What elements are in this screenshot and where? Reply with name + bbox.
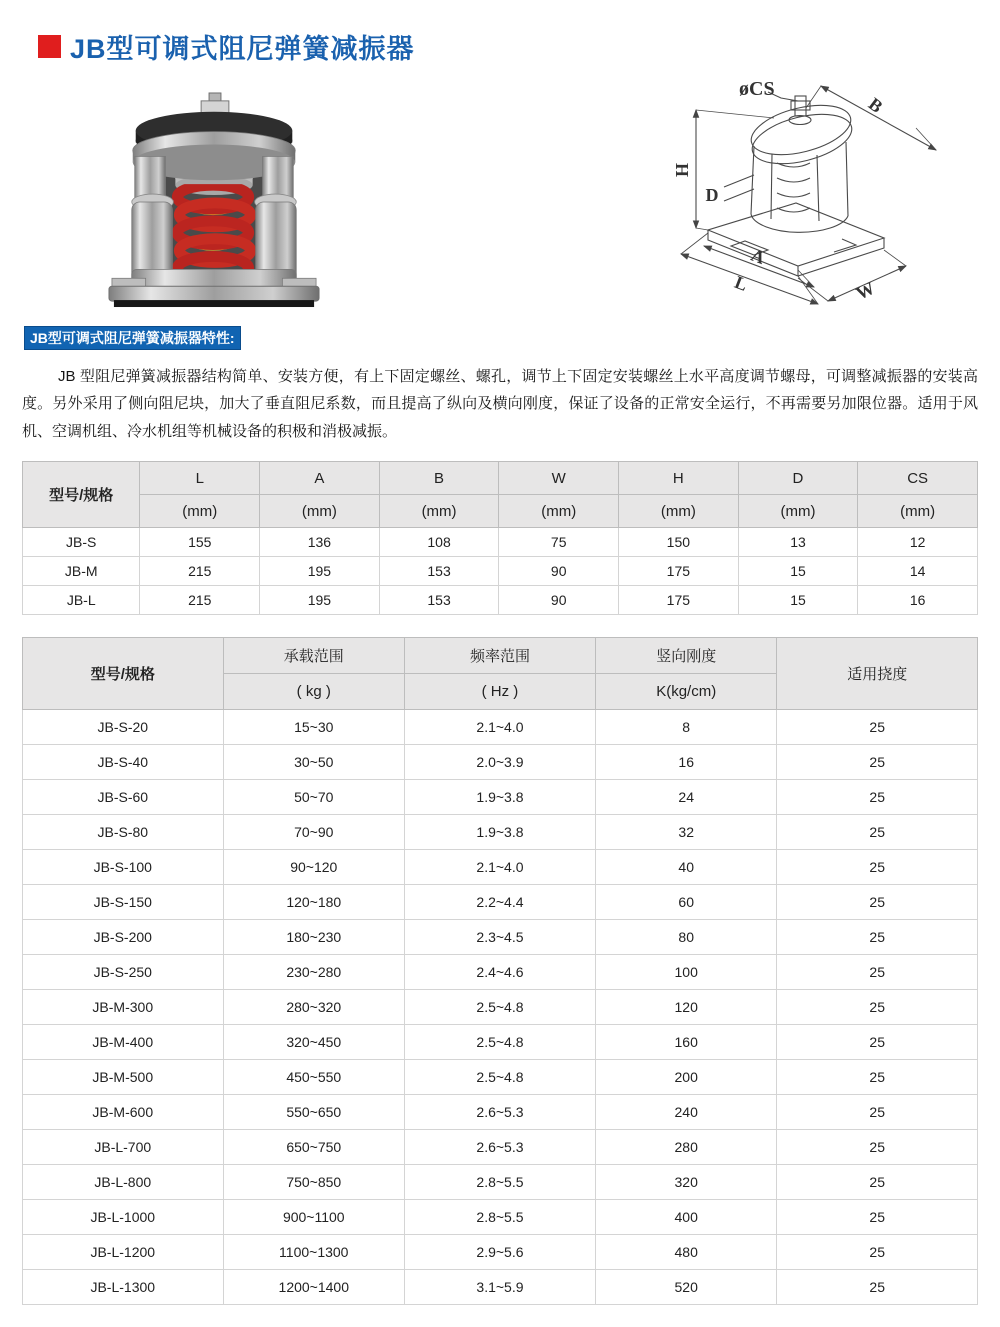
dimension-diagram (646, 68, 981, 316)
d-dimension-line (724, 175, 754, 201)
h-value: 175 (619, 557, 739, 586)
table-row (23, 1130, 978, 1165)
model-cell: JB-L-1300 (23, 1270, 224, 1305)
model-cell: JB-M-500 (23, 1060, 224, 1095)
cs-value: 14 (858, 557, 978, 586)
load-range-value: 15~30 (223, 710, 404, 745)
b-value: 153 (379, 557, 499, 586)
column-header-model: 型号/规格 (23, 638, 224, 710)
model-cell: JB-L-700 (23, 1130, 224, 1165)
table-row (23, 920, 978, 955)
images-band (0, 74, 1000, 316)
stiffness-value: 240 (595, 1095, 776, 1130)
w-value: 75 (499, 528, 619, 557)
model-cell: JB-M-300 (23, 990, 224, 1025)
load-range-value: 180~230 (223, 920, 404, 955)
column-header-A: A (260, 462, 380, 495)
w-value: 90 (499, 586, 619, 615)
diagram-base (708, 203, 884, 276)
load-range-value: 120~180 (223, 885, 404, 920)
column-header-L: L (140, 462, 260, 495)
model-cell: JB-M (23, 557, 140, 586)
l-value: 155 (140, 528, 260, 557)
product-photo (106, 90, 324, 310)
d-value: 15 (738, 586, 858, 615)
stiffness-value: 40 (595, 850, 776, 885)
deflection-value: 25 (777, 850, 978, 885)
model-cell: JB-S-40 (23, 745, 224, 780)
b-value: 108 (379, 528, 499, 557)
h-dimension-label: H (672, 162, 692, 178)
b-dimension-label: B (864, 93, 887, 117)
page-title: JB型可调式阻尼弹簧减振器 (70, 34, 415, 64)
frequency-range-value: 2.2~4.4 (404, 885, 595, 920)
table-row (23, 557, 978, 586)
unit-header-stiffness: K(kg/cm) (595, 674, 776, 710)
a-value: 195 (260, 557, 380, 586)
load-range-value: 550~650 (223, 1095, 404, 1130)
stiffness-value: 280 (595, 1130, 776, 1165)
frequency-range-value: 2.3~4.5 (404, 920, 595, 955)
load-range-value: 90~120 (223, 850, 404, 885)
diagram-bolt (795, 96, 806, 116)
frequency-range-value: 2.1~4.0 (404, 850, 595, 885)
w-dimension-label: W (852, 277, 878, 304)
table-row (23, 885, 978, 920)
d-value: 13 (738, 528, 858, 557)
deflection-value: 25 (777, 815, 978, 850)
model-cell: JB-S-200 (23, 920, 224, 955)
column-header-deflection: 适用挠度 (777, 638, 978, 710)
dimension-table-header (23, 462, 978, 528)
unit-header: (mm) (858, 495, 978, 528)
stiffness-value: 80 (595, 920, 776, 955)
table-row (23, 850, 978, 885)
stiffness-value: 320 (595, 1165, 776, 1200)
model-cell: JB-S-250 (23, 955, 224, 990)
stiffness-value: 160 (595, 1025, 776, 1060)
frequency-range-value: 2.6~5.3 (404, 1130, 595, 1165)
l-dimension-label: L (731, 271, 751, 295)
frequency-range-value: 2.8~5.5 (404, 1200, 595, 1235)
model-cell: JB-S-100 (23, 850, 224, 885)
column-header-vertical-stiffness: 竖向刚度 (595, 638, 776, 674)
load-range-value: 30~50 (223, 745, 404, 780)
spec-table (22, 637, 978, 1305)
table-row (23, 1165, 978, 1200)
stiffness-value: 16 (595, 745, 776, 780)
column-header-model: 型号/规格 (23, 462, 140, 528)
stiffness-value: 520 (595, 1270, 776, 1305)
table-row (23, 780, 978, 815)
unit-header: (mm) (738, 495, 858, 528)
feature-paragraph: JB 型阻尼弹簧减振器结构简单、安装方便，有上下固定螺丝、螺孔，调节上下固定安装螺丝上水平高度调节螺母，可调整减振器的安装高度。另外采用了侧向阻尼块，加大了垂直阻尼系数，而且提高了纵向及横向刚度，保证了设备的正常安全运行，不再需要另加限位器。适用于风机、空调机组、冷水机组等机械设备的积极和消极减振。 (22, 368, 978, 440)
dimension-table (22, 461, 978, 615)
frequency-range-value: 2.4~4.6 (404, 955, 595, 990)
stiffness-value: 200 (595, 1060, 776, 1095)
table-row (23, 1270, 978, 1305)
deflection-value: 25 (777, 1095, 978, 1130)
frequency-range-value: 1.9~3.8 (404, 815, 595, 850)
model-cell: JB-M-400 (23, 1025, 224, 1060)
page-header (0, 0, 1000, 66)
load-range-value: 1100~1300 (223, 1235, 404, 1270)
unit-header: (mm) (619, 495, 739, 528)
stiffness-value: 60 (595, 885, 776, 920)
w-value: 90 (499, 557, 619, 586)
diagram-top-plate (746, 96, 857, 172)
stiffness-value: 100 (595, 955, 776, 990)
frequency-range-value: 2.9~5.6 (404, 1235, 595, 1270)
table-row (23, 815, 978, 850)
load-range-value: 50~70 (223, 780, 404, 815)
l-value: 215 (140, 586, 260, 615)
load-range-value: 320~450 (223, 1025, 404, 1060)
deflection-value: 25 (777, 1165, 978, 1200)
frequency-range-value: 1.9~3.8 (404, 780, 595, 815)
table-row (23, 1200, 978, 1235)
deflection-value: 25 (777, 1025, 978, 1060)
load-range-value: 280~320 (223, 990, 404, 1025)
frequency-range-value: 2.5~4.8 (404, 1025, 595, 1060)
load-range-value: 900~1100 (223, 1200, 404, 1235)
table-row (23, 745, 978, 780)
unit-header-kg: ( kg ) (223, 674, 404, 710)
table-row (23, 1235, 978, 1270)
features-heading-badge: JB型可调式阻尼弹簧减振器特性: (24, 326, 241, 350)
table-row (23, 1060, 978, 1095)
stiffness-value: 400 (595, 1200, 776, 1235)
table-row (23, 528, 978, 557)
cs-value: 12 (858, 528, 978, 557)
model-cell: JB-S-150 (23, 885, 224, 920)
column-header-W: W (499, 462, 619, 495)
table-row (23, 1095, 978, 1130)
table-row (23, 710, 978, 745)
frequency-range-value: 2.1~4.0 (404, 710, 595, 745)
frequency-range-value: 2.5~4.8 (404, 990, 595, 1025)
frequency-range-value: 2.0~3.9 (404, 745, 595, 780)
deflection-value: 25 (777, 1200, 978, 1235)
deflection-value: 25 (777, 1270, 978, 1305)
column-header-frequency-range: 频率范围 (404, 638, 595, 674)
table-row (23, 586, 978, 615)
model-cell: JB-L (23, 586, 140, 615)
deflection-value: 25 (777, 955, 978, 990)
table-row (23, 990, 978, 1025)
a-value: 195 (260, 586, 380, 615)
model-cell: JB-S (23, 528, 140, 557)
stiffness-value: 32 (595, 815, 776, 850)
load-range-value: 70~90 (223, 815, 404, 850)
deflection-value: 25 (777, 990, 978, 1025)
stiffness-value: 480 (595, 1235, 776, 1270)
column-header-D: D (738, 462, 858, 495)
b-value: 153 (379, 586, 499, 615)
deflection-value: 25 (777, 1235, 978, 1270)
spec-table-header (23, 638, 978, 710)
load-range-value: 750~850 (223, 1165, 404, 1200)
unit-header: (mm) (499, 495, 619, 528)
a-value: 136 (260, 528, 380, 557)
l-value: 215 (140, 557, 260, 586)
h-value: 175 (619, 586, 739, 615)
deflection-value: 25 (777, 1060, 978, 1095)
red-square-icon (38, 35, 61, 58)
deflection-value: 25 (777, 780, 978, 815)
column-header-B: B (379, 462, 499, 495)
model-cell: JB-S-20 (23, 710, 224, 745)
table-row (23, 1025, 978, 1060)
stiffness-value: 8 (595, 710, 776, 745)
stiffness-value: 24 (595, 780, 776, 815)
model-cell: JB-S-80 (23, 815, 224, 850)
deflection-value: 25 (777, 710, 978, 745)
h-value: 150 (619, 528, 739, 557)
frequency-range-value: 2.6~5.3 (404, 1095, 595, 1130)
diagram-body (751, 142, 848, 232)
unit-header: (mm) (140, 495, 260, 528)
cs-dimension-label: øCS (739, 78, 775, 100)
d-value: 15 (738, 557, 858, 586)
unit-header-hz: ( Hz ) (404, 674, 595, 710)
model-cell: JB-L-800 (23, 1165, 224, 1200)
cs-value: 16 (858, 586, 978, 615)
frequency-range-value: 3.1~5.9 (404, 1270, 595, 1305)
table-row (23, 955, 978, 990)
a-dimension-label: A (748, 244, 768, 269)
deflection-value: 25 (777, 920, 978, 955)
column-header-load-range: 承载范围 (223, 638, 404, 674)
unit-header: (mm) (379, 495, 499, 528)
load-range-value: 450~550 (223, 1060, 404, 1095)
unit-header: (mm) (260, 495, 380, 528)
model-cell: JB-L-1000 (23, 1200, 224, 1235)
stiffness-value: 120 (595, 990, 776, 1025)
load-range-value: 230~280 (223, 955, 404, 990)
column-header-H: H (619, 462, 739, 495)
model-cell: JB-S-60 (23, 780, 224, 815)
frequency-range-value: 2.5~4.8 (404, 1060, 595, 1095)
deflection-value: 25 (777, 745, 978, 780)
frequency-range-value: 2.8~5.5 (404, 1165, 595, 1200)
model-cell: JB-M-600 (23, 1095, 224, 1130)
deflection-value: 25 (777, 885, 978, 920)
model-cell: JB-L-1200 (23, 1235, 224, 1270)
deflection-value: 25 (777, 1130, 978, 1165)
load-range-value: 1200~1400 (223, 1270, 404, 1305)
column-header-CS: CS (858, 462, 978, 495)
d-dimension-label: D (705, 185, 719, 205)
load-range-value: 650~750 (223, 1130, 404, 1165)
